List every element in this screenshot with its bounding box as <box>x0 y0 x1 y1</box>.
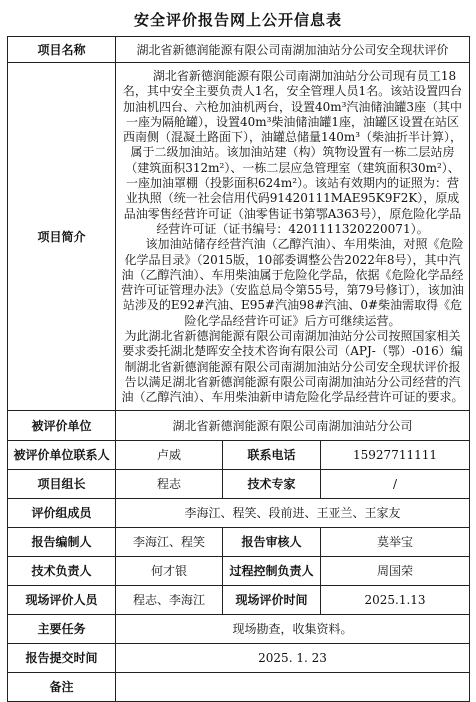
brief-paragraph: 湖北省新德润能源有限公司南湖加油站分公司现有员工18名，其中安全主要负责人1名，安全管理人员1名。该站设置四台加油机四台、六枪加油机两台，设置40m³汽油储油罐3座（其中一座为隔舱罐），设置40m³柴油储油罐1座，油罐区设置在站区西南侧（混凝土路面下），油罐总储量140m³（柴油折半计算），属于二级加油站。该加油站建（构）筑物设置有一栋二层站房（建筑面积312m²）、一栋二层应急管理室（建筑面积30m²）、一座加油罩棚（投影面积624m²）。该站有效期内的证照为：营业执照（统一社会信用代码91420111MAE95K9F2K），原成品油零售经营许可证（油零售证书第鄂A363号），原危险化学品经营许可证（证书编号：4201111320220071）。 <box>122 69 463 236</box>
team-leader-name: 程志 <box>116 469 223 498</box>
reviewer-value: 莫举宝 <box>321 527 470 556</box>
process-lead-value: 周国荣 <box>321 556 470 585</box>
reviewer-label: 报告审核人 <box>223 527 321 556</box>
row-tech-lead <box>8 556 470 585</box>
row-report-author <box>8 527 470 556</box>
main-task-value: 现场勘查，收集资料。 <box>116 614 470 643</box>
project-brief-text <box>116 63 470 411</box>
main-task-label: 主要任务 <box>8 614 116 643</box>
tech-lead-value: 何才银 <box>116 556 223 585</box>
tech-lead-label: 技术负责人 <box>8 556 116 585</box>
project-name-value: 湖北省新德润能源有限公司南湖加油站分公司安全现状评价 <box>116 37 470 63</box>
site-eval-time-value: 2025.1.13 <box>321 585 470 614</box>
row-submit-time <box>8 643 470 672</box>
expert-label: 技术专家 <box>223 469 321 498</box>
row-team-members <box>8 498 470 527</box>
info-table <box>7 36 470 702</box>
report-author-value: 李海江、程笑 <box>116 527 223 556</box>
site-eval-label: 现场评价人员 <box>8 585 116 614</box>
submit-time-value: 2025. 1. 23 <box>116 643 470 672</box>
project-name-label: 项目名称 <box>8 37 116 63</box>
brief-paragraph: 为此湖北省新德润能源有限公司南湖加油站分公司按照国家相关要求委托湖北楚晖安全技术咨询有限公司（APJ-（鄂）-016）编制湖北省新德润能源有限公司南湖加油站分公司安全现状评价报告以满足湖北省新德润能源有限公司南湖加油站分公司经营的汽油（乙醇汽油）、车用柴油新申请危险化学品经营许可证的要求。 <box>121 329 464 405</box>
project-brief-label: 项目简介 <box>8 63 116 411</box>
brief-paragraph: 该加油站储存经营汽油（乙醇汽油）、车用柴油，对照《危险化学品目录》（2015版，10部委调整公告2022年8号），其中汽油（乙醇汽油）、车用柴油属于危险化学品，依据《危险化学品经营许可证管理办法》（安监总局令第55号，第79号修订），该加油站涉及的E92#汽油、E95#汽油98#汽油、0#柴油需取得《危险化学品经营许可证》后方可继续运营。 <box>121 237 464 328</box>
remarks-value <box>116 672 470 701</box>
remarks-label: 备注 <box>8 672 116 701</box>
evaluated-unit-label: 被评价单位 <box>8 410 116 440</box>
contact-name: 卢威 <box>116 440 223 469</box>
phone-value: 15927711111 <box>321 440 470 469</box>
report-author-label: 报告编制人 <box>8 527 116 556</box>
phone-label: 联系电话 <box>223 440 321 469</box>
team-members-value: 李海江、程笑、段前进、王亚兰、王家友 <box>116 498 470 527</box>
row-contact <box>8 440 470 469</box>
row-evaluated-unit <box>8 410 470 440</box>
team-members-label: 评价组成员 <box>8 498 116 527</box>
row-project-brief <box>8 63 470 411</box>
document-title: 安全评价报告网上公开信息表 <box>133 11 342 29</box>
row-remarks <box>8 672 470 701</box>
expert-value: / <box>321 469 470 498</box>
team-leader-label: 项目组长 <box>8 469 116 498</box>
row-team-leader <box>8 469 470 498</box>
row-site-eval <box>8 585 470 614</box>
submit-time-label: 报告提交时间 <box>8 643 116 672</box>
site-eval-time-label: 现场评价时间 <box>223 585 321 614</box>
site-eval-value: 程志、李海江 <box>116 585 223 614</box>
process-lead-label: 过程控制负责人 <box>223 556 321 585</box>
row-project-name <box>8 37 470 63</box>
row-main-task <box>8 614 470 643</box>
evaluated-unit-value: 湖北省新德润能源有限公司南湖加油站分公司 <box>116 410 470 440</box>
contact-label: 被评价单位联系人 <box>8 440 116 469</box>
